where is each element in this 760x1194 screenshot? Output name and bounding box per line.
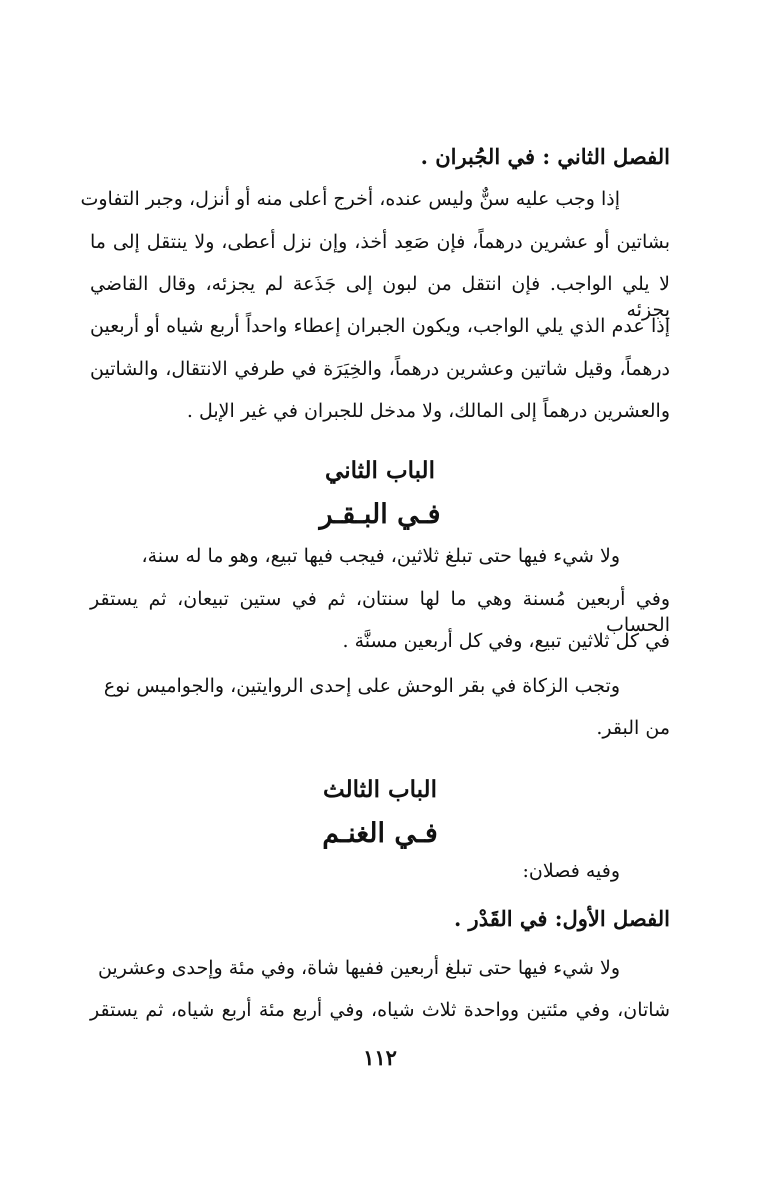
text-line: بشاتين أو عشرين درهماً، فإن صَعِد أخذ، وإن نزل أعطى، ولا ينتقل إلى ما <box>90 231 670 253</box>
text-line: شاتان، وفي مئتين وواحدة ثلاث شياه، وفي أربع مئة أربع شياه، ثم يستقر <box>90 999 670 1021</box>
text-line: إذا عدم الذي يلي الواجب، ويكون الجبران إعطاء واحداً أربع شياه أو أربعين <box>90 315 670 337</box>
text-line: ولا شيء فيها حتى تبلغ أربعين ففيها شاة، وفي مئة وإحدى وعشرين <box>97 957 620 979</box>
text-line: درهماً، وقيل شاتين وعشرين درهماً، والخِيَرَة في طرفي الانتقال، والشاتين <box>90 358 670 380</box>
text-line: إذا وجب عليه سنٌّ وليس عنده، أخرج أعلى منه أو أنزل، وجبر التفاوت <box>80 188 620 210</box>
text-line: ولا شيء فيها حتى تبلغ ثلاثين، فيجب فيها تبيع، وهو ما له سنة، <box>141 545 620 567</box>
chapter-title: الباب الثاني <box>325 457 435 484</box>
text-line: وفي أربعين مُسنة وهي ما لها سنتان، ثم في ستين تبيعان، ثم يستقر الحساب <box>90 588 670 636</box>
text-line: وتجب الزكاة في بقر الوحش على إحدى الروايتين، والجواميس نوع <box>103 675 620 697</box>
text-line: في كل ثلاثين تبيع، وفي كل أربعين مسنَّة . <box>342 630 670 652</box>
intro-text: وفيه فصلان: <box>522 860 620 882</box>
text-line: من البقر. <box>596 717 670 739</box>
page-number: ١١٢ <box>363 1045 397 1070</box>
section-heading-qadr: الفصل الأول: في القَدْر . <box>453 906 670 931</box>
section-heading-jubran: الفصل الثاني : في الجُبران . <box>420 144 670 169</box>
text-line: لا يلي الواجب. فإن انتقل من لبون إلى جَذَعة لم يجزئه، وقال القاضي يجزئه <box>90 273 670 321</box>
chapter-subtitle: فـي الغنـم <box>322 818 438 849</box>
text-line: والعشرين درهماً إلى المالك، ولا مدخل للجبران في غير الإبل . <box>186 400 670 422</box>
chapter-subtitle: فـي البـقـر <box>319 499 441 530</box>
chapter-title: الباب الثالث <box>323 776 437 803</box>
